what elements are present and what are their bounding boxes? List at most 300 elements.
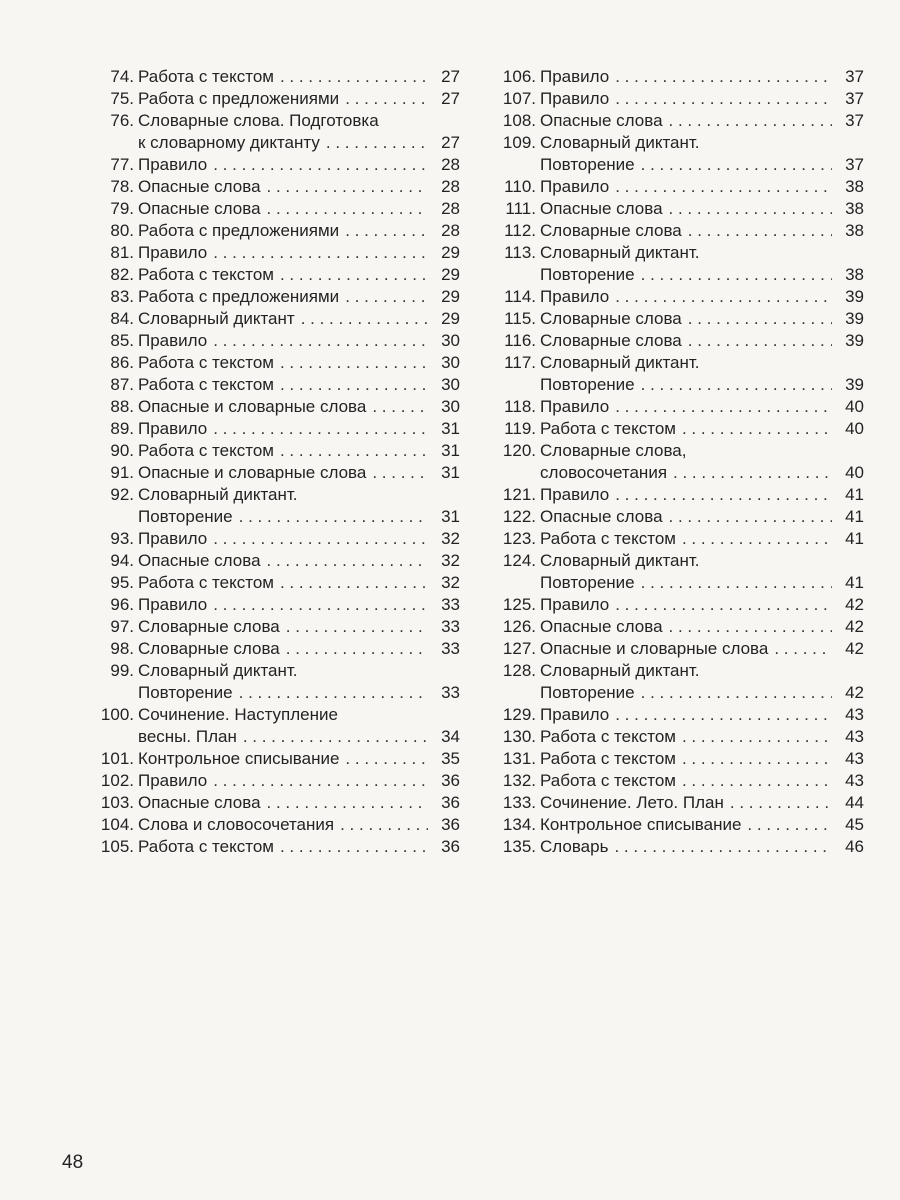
toc-entry-title: Опасные слова xyxy=(138,793,261,812)
toc-entry-number: 90. xyxy=(110,441,134,460)
toc-entry-title: Слова и словосочетания xyxy=(138,815,335,834)
toc-entry-title: Работа с текстом xyxy=(540,771,676,790)
toc-entry-title: Опасные слова xyxy=(540,199,663,218)
toc-entry-page: 40 xyxy=(845,463,864,482)
toc-entry-title: Правило xyxy=(138,331,208,350)
toc-entry-line xyxy=(488,594,864,616)
toc-entry-page: 32 xyxy=(441,573,460,592)
toc-entry-line xyxy=(86,682,460,704)
toc-entry-line xyxy=(86,264,460,286)
toc-entry-number: 94. xyxy=(110,551,134,570)
toc-entry-line xyxy=(488,528,864,550)
dot-leader xyxy=(669,506,832,528)
toc-entry xyxy=(86,440,460,462)
toc-entry xyxy=(86,396,460,418)
toc-entry xyxy=(488,638,864,660)
toc-entry-title: Контрольное списывание xyxy=(540,815,742,834)
toc-entry xyxy=(488,330,864,352)
toc-entry-line xyxy=(488,550,864,572)
dot-leader xyxy=(213,242,428,264)
toc-entry-number: 102. xyxy=(100,771,134,790)
toc-entry-number: 123. xyxy=(502,529,536,548)
toc-entry-number: 96. xyxy=(110,595,134,614)
toc-entry-title: Повторение xyxy=(540,573,635,592)
toc-entry-title: Правило xyxy=(138,771,208,790)
toc-entry-number: 114. xyxy=(504,287,536,306)
toc-entry-page: 37 xyxy=(845,67,864,86)
dot-leader xyxy=(280,66,428,88)
toc-entry-number: 98. xyxy=(110,639,134,658)
toc-entry xyxy=(86,198,460,220)
toc-entry-line xyxy=(86,418,460,440)
toc-entry-page: 45 xyxy=(845,815,864,834)
toc-entry-number: 128. xyxy=(502,661,536,680)
toc-entry xyxy=(86,418,460,440)
toc-entry-title: Правило xyxy=(540,287,610,306)
toc-entry-page: 34 xyxy=(441,727,460,746)
dot-leader xyxy=(641,264,832,286)
toc-entry-page: 31 xyxy=(441,441,460,460)
toc-entry-title: Словарь xyxy=(540,837,609,856)
toc-entry-title: к словарному диктанту xyxy=(138,133,320,152)
dot-leader xyxy=(615,176,832,198)
toc-entry-line xyxy=(86,616,460,638)
toc-entry-number: 106. xyxy=(502,67,536,86)
dot-leader xyxy=(280,440,428,462)
toc-entry-title: Словарный диктант. xyxy=(540,661,700,680)
toc-entry xyxy=(488,198,864,220)
toc-entry xyxy=(86,792,460,814)
dot-leader xyxy=(688,220,832,242)
toc-entry-page: 36 xyxy=(441,837,460,856)
toc-entry-line xyxy=(488,462,864,484)
toc-entry xyxy=(488,220,864,242)
toc-entry-number: 134. xyxy=(502,815,536,834)
toc-entry-title: Опасные слова xyxy=(540,111,663,130)
toc-entry-page: 39 xyxy=(845,331,864,350)
toc-column-left xyxy=(86,66,460,858)
toc-entry-title: Правило xyxy=(540,485,610,504)
toc-entry xyxy=(86,572,460,594)
toc-entry-number: 95. xyxy=(110,573,134,592)
toc-entry xyxy=(488,836,864,858)
toc-entry-page: 33 xyxy=(441,595,460,614)
toc-entry-number: 132. xyxy=(502,771,536,790)
toc-entry-title: Повторение xyxy=(540,265,635,284)
toc-entry-page: 36 xyxy=(441,771,460,790)
toc-entry-number: 86. xyxy=(110,353,134,372)
toc-entry-number: 97. xyxy=(110,617,134,636)
toc-entry-title: Правило xyxy=(540,595,610,614)
toc-entry xyxy=(86,176,460,198)
toc-entry-line xyxy=(86,638,460,660)
toc-entry-page: 38 xyxy=(845,199,864,218)
toc-entry-title: Правило xyxy=(540,177,610,196)
toc-entry-title: Словарные слова xyxy=(540,221,682,240)
dot-leader xyxy=(372,462,428,484)
dot-leader xyxy=(280,572,428,594)
toc-entry-title: Повторение xyxy=(138,683,233,702)
toc-entry-title: Повторение xyxy=(138,507,233,526)
toc-entry xyxy=(488,440,864,484)
toc-entry-number: 82. xyxy=(110,265,134,284)
toc-entry xyxy=(86,374,460,396)
toc-entry-line xyxy=(488,198,864,220)
toc-entry xyxy=(488,704,864,726)
toc-entry-title: Работа с текстом xyxy=(138,375,274,394)
toc-entry-page: 42 xyxy=(845,683,864,702)
toc-entry-page: 38 xyxy=(845,221,864,240)
dot-leader xyxy=(213,330,428,352)
toc-entry-title: Работа с текстом xyxy=(540,529,676,548)
toc-entry-line xyxy=(86,330,460,352)
dot-leader xyxy=(267,198,428,220)
toc-entry-line xyxy=(488,264,864,286)
toc-entry-page: 32 xyxy=(441,529,460,548)
toc-entry-page: 28 xyxy=(441,199,460,218)
toc-entry-page: 29 xyxy=(441,243,460,262)
toc-entry-page: 31 xyxy=(441,463,460,482)
toc-entry-line xyxy=(488,726,864,748)
toc-entry-line xyxy=(86,132,460,154)
toc-entry-number: 112. xyxy=(504,221,536,240)
toc-entry-title: Словарные слова xyxy=(138,639,280,658)
dot-leader xyxy=(345,286,428,308)
toc-entry-line xyxy=(86,440,460,462)
dot-leader xyxy=(747,814,832,836)
toc-entry-number: 92. xyxy=(110,485,134,504)
toc-entry-title: Опасные и словарные слова xyxy=(138,463,367,482)
toc-entry-number: 113. xyxy=(504,243,536,262)
dot-leader xyxy=(267,550,428,572)
toc-entry-line xyxy=(488,66,864,88)
toc-entry-number: 122. xyxy=(502,507,536,526)
toc-entry-title: Сочинение. Лето. План xyxy=(540,793,724,812)
dot-leader xyxy=(682,528,832,550)
toc-entry-page: 42 xyxy=(845,639,864,658)
toc-entry-line xyxy=(488,572,864,594)
toc-entry-page: 27 xyxy=(441,89,460,108)
dot-leader xyxy=(280,352,428,374)
toc-entry-page: 37 xyxy=(845,89,864,108)
dot-leader xyxy=(682,418,832,440)
toc-entry-title: Работа с текстом xyxy=(138,837,274,856)
toc-entry-line xyxy=(86,308,460,330)
toc-entry-title: словосочетания xyxy=(540,463,668,482)
dot-leader xyxy=(641,154,832,176)
dot-leader xyxy=(243,726,428,748)
toc-entry-line xyxy=(488,88,864,110)
toc-entry-page: 39 xyxy=(845,287,864,306)
toc-entry xyxy=(86,88,460,110)
toc-entry-line xyxy=(488,638,864,660)
toc-entry xyxy=(86,308,460,330)
toc-entry-line xyxy=(86,66,460,88)
toc-entry xyxy=(86,330,460,352)
page-number: 48 xyxy=(62,1152,84,1173)
dot-leader xyxy=(280,374,428,396)
dot-leader xyxy=(326,132,428,154)
toc-entry-number: 133. xyxy=(502,793,536,812)
toc-entry-line xyxy=(86,352,460,374)
toc-entry-number: 99. xyxy=(110,661,134,680)
toc-entry xyxy=(86,528,460,550)
dot-leader xyxy=(682,726,832,748)
toc-entry xyxy=(488,418,864,440)
toc-entry-page: 37 xyxy=(845,111,864,130)
toc-entry-title: Повторение xyxy=(540,683,635,702)
toc-entry-line xyxy=(488,660,864,682)
toc-entry-page: 32 xyxy=(441,551,460,570)
toc-entry-page: 30 xyxy=(441,397,460,416)
toc-entry-line xyxy=(86,704,460,726)
toc-entry-number: 104. xyxy=(100,815,134,834)
dot-leader xyxy=(641,682,832,704)
dot-leader xyxy=(615,704,832,726)
dot-leader xyxy=(267,176,428,198)
toc-entry-title: Работа с текстом xyxy=(540,727,676,746)
toc-entry-title: Правило xyxy=(540,705,610,724)
toc-entry xyxy=(488,792,864,814)
dot-leader xyxy=(301,308,428,330)
toc-entry-line xyxy=(488,286,864,308)
toc-entry xyxy=(488,506,864,528)
toc-entry-line xyxy=(488,154,864,176)
toc-entry-page: 42 xyxy=(845,595,864,614)
toc-entry xyxy=(86,748,460,770)
toc-entry-title: Работа с текстом xyxy=(138,353,274,372)
toc-entry-line xyxy=(488,220,864,242)
toc-entry-number: 80. xyxy=(110,221,134,240)
dot-leader xyxy=(682,748,832,770)
toc-entry-line xyxy=(488,748,864,770)
toc-entry-line xyxy=(86,88,460,110)
toc-entry-page: 46 xyxy=(845,837,864,856)
toc-entry-title: Правило xyxy=(138,155,208,174)
toc-entry-title: Словарный диктант. xyxy=(540,353,700,372)
toc-entry-page: 43 xyxy=(845,705,864,724)
toc-entry-page: 30 xyxy=(441,353,460,372)
toc-entry-page: 27 xyxy=(441,133,460,152)
toc-entry-title: Сочинение. Наступление xyxy=(138,705,338,724)
toc-entry-line xyxy=(86,154,460,176)
dot-leader xyxy=(641,572,832,594)
dot-leader xyxy=(669,198,832,220)
toc-entry-number: 93. xyxy=(110,529,134,548)
dot-leader xyxy=(267,792,428,814)
toc-entry-title: Опасные слова xyxy=(540,617,663,636)
toc-entry-page: 33 xyxy=(441,617,460,636)
toc-entry xyxy=(86,462,460,484)
dot-leader xyxy=(688,308,832,330)
toc-entry xyxy=(488,550,864,594)
toc-entry-number: 103. xyxy=(100,793,134,812)
toc-entry-line xyxy=(86,484,460,506)
dot-leader xyxy=(213,770,428,792)
toc-entry xyxy=(86,550,460,572)
toc-entry-title: Словарные слова xyxy=(138,617,280,636)
toc-entry-page: 30 xyxy=(441,375,460,394)
toc-entry-number: 89. xyxy=(110,419,134,438)
toc-entry-number: 130. xyxy=(502,727,536,746)
toc-entry-page: 36 xyxy=(441,815,460,834)
toc-entry-title: Работа с текстом xyxy=(138,265,274,284)
dot-leader xyxy=(239,682,428,704)
toc-entry-line xyxy=(488,132,864,154)
toc-entry-line xyxy=(488,682,864,704)
toc-entry xyxy=(86,286,460,308)
toc-entry-title: Словарный диктант. xyxy=(540,551,700,570)
toc-entry xyxy=(488,814,864,836)
toc-entry-number: 121. xyxy=(502,485,536,504)
toc-entry xyxy=(488,286,864,308)
dot-leader xyxy=(345,88,428,110)
toc-entry-number: 125. xyxy=(502,595,536,614)
toc-entry xyxy=(86,66,460,88)
toc-entry-number: 111. xyxy=(505,199,536,218)
toc-entry-number: 126. xyxy=(502,617,536,636)
toc-entry-line xyxy=(488,418,864,440)
toc-entry-title: Опасные слова xyxy=(138,199,261,218)
toc-entry-line xyxy=(86,660,460,682)
toc-entry xyxy=(86,814,460,836)
toc-entry xyxy=(488,594,864,616)
toc-entry xyxy=(488,352,864,396)
dot-leader xyxy=(669,110,832,132)
toc-entry-line xyxy=(86,594,460,616)
dot-leader xyxy=(774,638,832,660)
toc-entry-number: 101. xyxy=(100,749,134,768)
toc-entry xyxy=(488,88,864,110)
toc-entry xyxy=(488,308,864,330)
toc-entry xyxy=(488,110,864,132)
toc-entry-number: 107. xyxy=(502,89,536,108)
toc-entry-page: 37 xyxy=(845,155,864,174)
dot-leader xyxy=(213,528,428,550)
toc-entry-page: 42 xyxy=(845,617,864,636)
dot-leader xyxy=(286,638,428,660)
toc-entry-page: 43 xyxy=(845,771,864,790)
toc-entry-page: 29 xyxy=(441,265,460,284)
toc-entry xyxy=(488,176,864,198)
dot-leader xyxy=(239,506,428,528)
toc-entry-title: Словарные слова, xyxy=(540,441,687,460)
toc-entry xyxy=(86,638,460,660)
toc-entry-number: 77. xyxy=(110,155,134,174)
toc-entry xyxy=(86,616,460,638)
toc-entry-page: 28 xyxy=(441,221,460,240)
toc-entry-number: 108. xyxy=(502,111,536,130)
toc-entry-number: 120. xyxy=(502,441,536,460)
toc-entry-number: 119. xyxy=(504,419,536,438)
toc-entry-line xyxy=(86,374,460,396)
toc-entry-number: 84. xyxy=(110,309,134,328)
toc-entry-line xyxy=(488,374,864,396)
toc-entry-title: Работа с предложениями xyxy=(138,287,340,306)
toc-entry xyxy=(488,748,864,770)
toc-entry-page: 30 xyxy=(441,331,460,350)
toc-entry-page: 39 xyxy=(845,309,864,328)
toc-entry-number: 117. xyxy=(504,353,536,372)
toc-entry-line xyxy=(86,726,460,748)
dot-leader xyxy=(641,374,832,396)
toc-entry-line xyxy=(86,220,460,242)
toc-entry-number: 118. xyxy=(504,397,536,416)
dot-leader xyxy=(280,836,428,858)
dot-leader xyxy=(688,330,832,352)
toc-entry-number: 135. xyxy=(502,837,536,856)
toc-entry-title: Правило xyxy=(540,67,610,86)
toc-entry-page: 39 xyxy=(845,375,864,394)
toc-entry-title: Словарные слова. Подготовка xyxy=(138,111,379,130)
toc-entry-number: 109. xyxy=(502,133,536,152)
toc-entry-number: 116. xyxy=(504,331,536,350)
toc-entry-page: 44 xyxy=(845,793,864,812)
toc-entry-page: 31 xyxy=(441,419,460,438)
toc-entry-title: Правило xyxy=(540,89,610,108)
toc-entry xyxy=(488,528,864,550)
toc-entry xyxy=(86,660,460,704)
toc-entry-number: 100. xyxy=(100,705,134,724)
toc-entry-page: 35 xyxy=(441,749,460,768)
toc-entry xyxy=(488,484,864,506)
toc-entry-title: Словарные слова xyxy=(540,309,682,328)
toc-entry-title: Работа с текстом xyxy=(540,749,676,768)
toc-entry-title: Работа с предложениями xyxy=(138,89,340,108)
toc-entry-title: Работа с текстом xyxy=(540,419,676,438)
toc-entry-line xyxy=(86,396,460,418)
toc-entry-title: Правило xyxy=(138,529,208,548)
dot-leader xyxy=(669,616,832,638)
toc-entry-title: Опасные и словарные слова xyxy=(138,397,367,416)
dot-leader xyxy=(213,418,428,440)
dot-leader xyxy=(673,462,832,484)
toc-entry xyxy=(488,132,864,176)
toc-entry-page: 27 xyxy=(441,67,460,86)
toc-entry-title: Работа с предложениями xyxy=(138,221,340,240)
dot-leader xyxy=(345,220,428,242)
toc-entry-number: 85. xyxy=(110,331,134,350)
toc-entry-number: 105. xyxy=(100,837,134,856)
toc-entry-page: 40 xyxy=(845,419,864,438)
dot-leader xyxy=(286,616,428,638)
toc-entry-line xyxy=(86,814,460,836)
toc-entry-line xyxy=(488,440,864,462)
toc-entry-line xyxy=(488,176,864,198)
toc-entry-title: Правило xyxy=(540,397,610,416)
toc-entry-line xyxy=(488,792,864,814)
toc-entry xyxy=(86,836,460,858)
toc-entry xyxy=(86,704,460,748)
toc-entry-number: 88. xyxy=(110,397,134,416)
dot-leader xyxy=(615,88,832,110)
toc-entry-number: 131. xyxy=(502,749,536,768)
toc-entry-line xyxy=(488,814,864,836)
toc-entry-line xyxy=(86,836,460,858)
toc-entry xyxy=(86,264,460,286)
dot-leader xyxy=(615,286,832,308)
toc-entry-number: 76. xyxy=(110,111,134,130)
dot-leader xyxy=(340,814,428,836)
toc-entry-line xyxy=(488,770,864,792)
toc-entry-line xyxy=(86,792,460,814)
toc-entry-title: Работа с текстом xyxy=(138,67,274,86)
toc-entry-page: 28 xyxy=(441,177,460,196)
toc-entry-number: 124. xyxy=(502,551,536,570)
dot-leader xyxy=(213,594,428,616)
toc-entry-line xyxy=(86,506,460,528)
toc-entry-title: Контрольное списывание xyxy=(138,749,340,768)
